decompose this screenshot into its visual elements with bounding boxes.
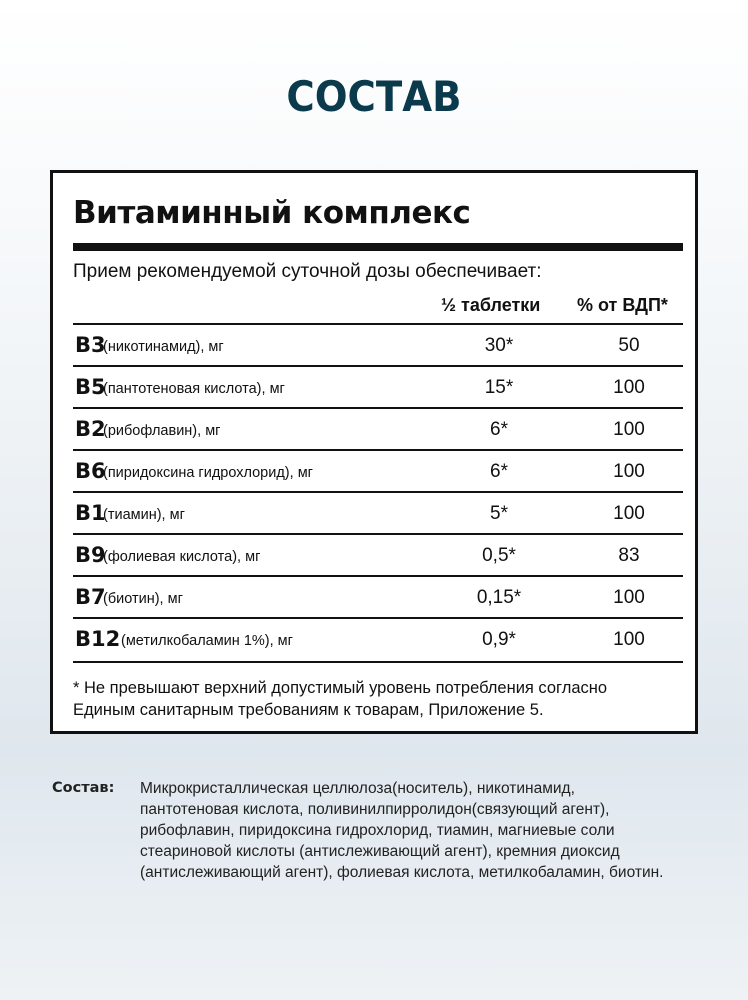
percent-value: 100 — [613, 629, 645, 650]
vitamin-description: (фолиевая кислота), мг — [103, 549, 261, 565]
vitamin-description: (тиамин), мг — [103, 507, 185, 523]
vitamin-code: B1 — [75, 501, 106, 525]
vitamin-code: B7 — [75, 585, 106, 609]
percent-value: 83 — [618, 545, 640, 566]
table-row — [73, 407, 683, 451]
footnote-line: * Не превышают верхний допустимый уровень потребления согласно — [73, 679, 608, 697]
percent-value: 100 — [613, 377, 645, 398]
panel-subtitle: Прием рекомендуемой суточной дозы обеспечивает: — [73, 261, 542, 282]
vitamin-description: (пиридоксина гидрохлорид), мг — [103, 465, 313, 481]
vitamin-code: B9 — [75, 543, 106, 567]
table-row — [73, 491, 683, 535]
dose-value: 0,5* — [482, 545, 516, 566]
page-title: СОСТАВ — [286, 72, 462, 121]
percent-value: 100 — [613, 587, 645, 608]
composition-line: Микрокристаллическая целлюлоза(носитель), никотинамид, — [140, 780, 575, 797]
percent-value: 100 — [613, 419, 645, 440]
dose-value: 30* — [484, 335, 514, 356]
composition-line: рибофлавин, пиридоксина гидрохлорид, тиамин, магниевые соли — [140, 822, 615, 839]
composition-line: стеариновой кислоты (антислеживающий агент), кремния диоксид — [140, 843, 620, 860]
dose-value: 6* — [490, 461, 508, 482]
table-row — [73, 365, 683, 409]
table-row — [73, 323, 683, 367]
title-divider — [73, 243, 683, 251]
panel-title: Витаминный комплекс — [73, 195, 471, 231]
vitamin-code: B5 — [75, 375, 106, 399]
vitamin-code: B3 — [75, 333, 106, 357]
dose-value: 5* — [490, 503, 508, 524]
dose-value: 0,9* — [482, 629, 516, 650]
table-row — [73, 575, 683, 619]
table-row — [73, 449, 683, 493]
vitamin-description: (биотин), мг — [103, 591, 183, 607]
composition-line: (антислеживающий агент), фолиевая кислота, метилкобаламин, биотин. — [140, 864, 664, 881]
vitamin-panel — [50, 170, 698, 734]
column-header-percent: % от ВДП* — [577, 295, 668, 315]
vitamin-code: B2 — [75, 417, 106, 441]
vitamin-description: (пантотеновая кислота), мг — [103, 381, 285, 397]
column-header-dose: ½ таблетки — [441, 295, 541, 315]
vitamin-description: (никотинамид), мг — [103, 339, 224, 355]
vitamin-code: B6 — [75, 459, 106, 483]
percent-value: 100 — [613, 503, 645, 524]
composition-line: пантотеновая кислота, поливинилпирролидон(связующий агент), — [140, 801, 610, 818]
dose-value: 0,15* — [476, 587, 522, 608]
composition-text — [140, 778, 700, 883]
percent-value: 50 — [618, 335, 640, 356]
vitamin-code: B12 — [75, 627, 121, 651]
dose-value: 15* — [484, 377, 514, 398]
table-row — [73, 617, 683, 661]
vitamin-description: (метилкобаламин 1%), мг — [121, 633, 293, 649]
table-bottom-divider — [73, 661, 683, 663]
footnote — [73, 677, 688, 721]
percent-value: 100 — [613, 461, 645, 482]
composition-label: Состав: — [52, 780, 115, 796]
vitamin-description: (рибофлавин), мг — [103, 423, 221, 439]
dose-value: 6* — [490, 419, 508, 440]
table-row — [73, 533, 683, 577]
footnote-line: Единым санитарным требованиям к товарам, Приложение 5. — [73, 701, 544, 719]
